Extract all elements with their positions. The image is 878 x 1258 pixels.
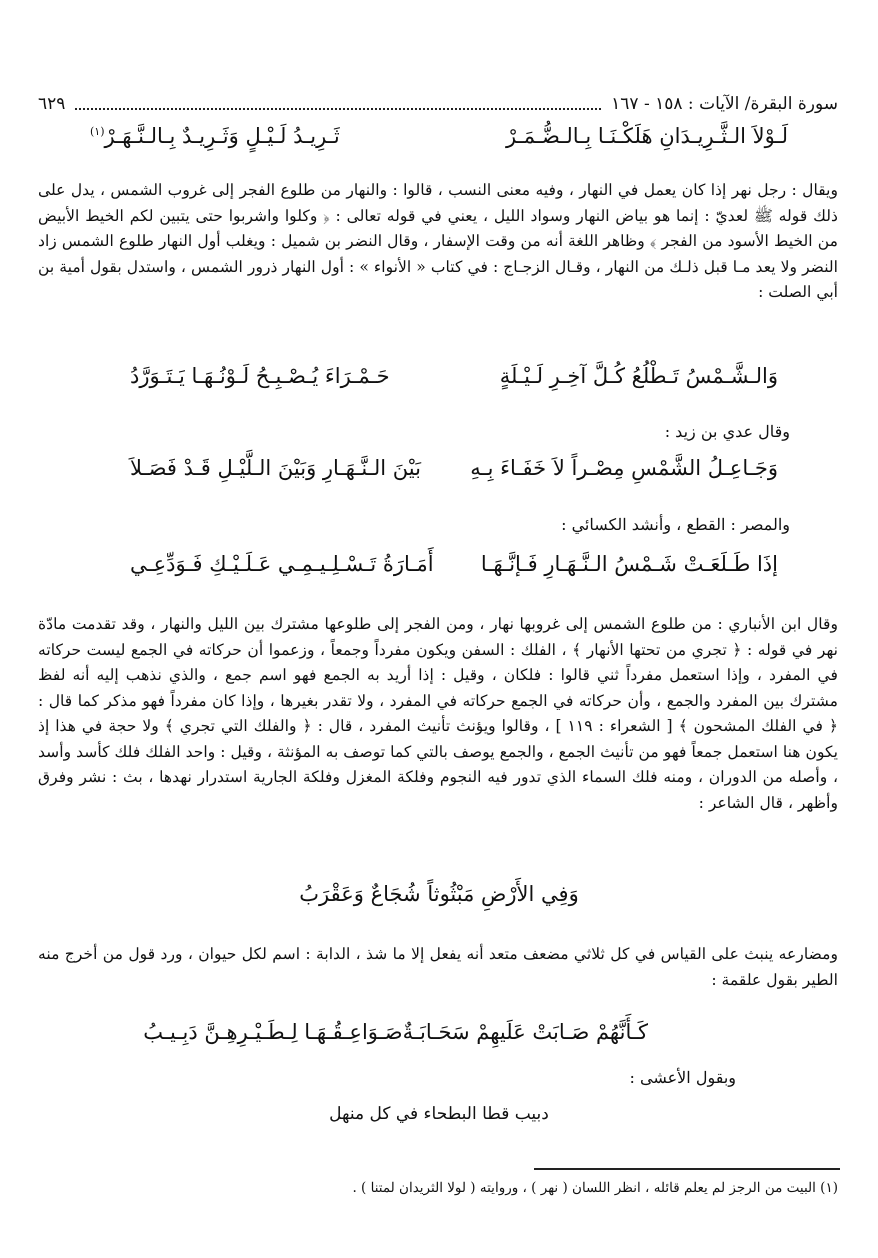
surah-title: سورة البقرة/ الآيات : ١٥٨ - ١٦٧ xyxy=(611,94,838,114)
verse-single-line: وَفِي الأَرْضِ مَبْثُوثاً شُجَاعٌ وَعَقْرَبُ xyxy=(299,882,579,906)
verse-intro-kisai: والمصر : القطع ، وأنشد الكسائي : xyxy=(561,515,790,534)
commentary-paragraph-2: وقال ابن الأنباري : من طلوع الشمس إلى غروبها نهار ، ومن الفجر إلى طلوعها مشترك بين الليل والنهار ، وقد تقدمت مادّة نهر في قوله : ﴿ تجري من تحتها الأنهار ﴾ ، الفلك : السفن ويكون مفرداً وجمعاً ، وزعموا أن حركاته في الجمع ليست حركاته في المفرد ، وإذا استعمل مفرداً ثني قالوا : فلكان ، وقيل : إذا أريد به الجمع فهو اسم جمع ، والذي نذهب إليه أنه لفظ مشترك بين المفرد والجمع ، وأن حركاته في الجمع حركاته في المفرد ، ولا تقدر بغيرها ، وإذا كان مفرداً فهو مذكر كما قال : ﴿ في الفلك المشحون ﴾ [ الشعراء : ١١٩ ] ، وقالوا ويؤنث تأنيث المفرد ، قال : ﴿ والفلك التي تجري ﴾ ولا حجة في هذا إذ يكون هنا استعمل جمعاً فهو من تأنيث الجمع ، والجمع يوصف بالتي كما توصف به المؤنثة ، وقيل : واحد الفلك فلك كأسد وأسد ، وأصله من الدوران ، ومنه فلك السماء الذي تدور فيه النجوم وفلكة المغزل وفلكة الجارية استدرار نهدها ، بث : نشر وفرق وأظهر ، قال الشاعر : xyxy=(38,615,838,812)
verse-hemistich-left: حَـمْـرَاءَ يُـصْـبِـحُ لَـوْنُـهَـا يَـتَـوَرَّدُ xyxy=(130,364,390,388)
dotted-leader xyxy=(75,98,601,110)
footnote-text: (١) البيت من الرجز لم يعلم قائله ، انظر اللسان ( نهر ) ، وروايته ( لولا الثريدان لمتنا ) . xyxy=(352,1180,838,1196)
verse-intro-asha: وبقول الأعشى : xyxy=(629,1068,736,1087)
running-header xyxy=(38,92,838,116)
verse-hemistich-left: صَـوَاعِـقُـهَـا لِـطَـيْـرِهِـنَّ دَبِـيـبُ xyxy=(143,1020,403,1044)
verse-hemistich-right: وَجَـاعِـلُ الشَّمْسِ مِصْـراً لاَ خَفَـاءَ بِـهِ xyxy=(470,456,778,480)
verse-hemistich-left: أَمَـارَةُ تَـسْـلِـيـمِـي عَـلَـيْـكِ فَـوَدِّعِـي xyxy=(130,552,434,576)
verse-couplet-4 xyxy=(130,552,778,576)
verse-hemistich-right: إذَا طَـلَعَـتْ شَـمْسُ الـنَّـهَـارِ فَـإنَّـهَـا xyxy=(480,552,778,576)
verse-couplet-1 xyxy=(90,124,788,148)
commentary-paragraph-1: ويقال : رجل نهر إذا كان يعمل في النهار ، وفيه معنى النسب ، قالوا : والنهار من طلوع الفجر إلى غروب الشمس ، يدل على ذلك قوله ﷺ لعديّ : إنما هو بياض النهار وسواد الليل ، يعني في قوله تعالى : ﴿ وكلوا واشربوا حتى يتبين لكم الخيط الأبيض من الخيط الأسود من الفجر ﴾ وظاهر اللغة أنه من وقت الإسفار ، وقال النضر بن شميل : ويغلب أول النهار طلوع الشمس زاد النضر ولا يعد مـا قبل ذلـك من النهار ، وقـال الزجـاج : في كتاب « الأنواء » : أول النهار ذرور الشمس ، واستدل بقول أمية بن أبي الصلت : xyxy=(38,181,838,301)
verse-hemistich-right: وَالـشَّـمْسُ تَـطْلُعُ كُـلَّ آخِـرِ لَـيْـلَةٍ xyxy=(499,364,778,388)
footnote-separator xyxy=(534,1168,840,1170)
verse-couplet-5 xyxy=(143,1020,648,1044)
verse-hemistich-right: لَـوْلاَ الـثَّـرِيـدَانِ هَلَكْـنَـا بِـالـضُّـمَـرْ xyxy=(506,124,788,148)
verse-couplet-3 xyxy=(130,456,778,480)
verse-intro-adi: وقال عدي بن زيد : xyxy=(664,422,790,441)
verse-couplet-2 xyxy=(130,364,778,388)
verse-hemistich-left: بَيْنَ الـنَّـهَـارِ وَبَيْنَ الـلَّيْـلِ قَـدْ فَصَـلاَ xyxy=(130,456,421,480)
page-number: ٦٢٩ xyxy=(38,94,66,114)
verse-hemistich-left: ثَـرِيـدُ لَـيْـلٍ وَثَـرِيـدٌ بِـالـنَّـهَـرْ$^{(١)}$ xyxy=(90,124,340,148)
footnote-marker: (١) xyxy=(90,125,105,138)
verse-hemistich-right: كَـأَنَّهُمْ صَـابَتْ عَلَيهِمْ سَحَـابَـةٌ xyxy=(402,1020,648,1044)
commentary-paragraph-3: ومضارعه ينبث على القياس في كل ثلاثي مضعف متعد أنه يفعل إلا ما شذ ، الدابة : اسم لكل حيوان ، ورد قول من أخرج منه الطير بقول علقمة : xyxy=(38,945,838,989)
verse-half-line: دبيب قطا البطحاء في كل منهل xyxy=(329,1104,549,1124)
